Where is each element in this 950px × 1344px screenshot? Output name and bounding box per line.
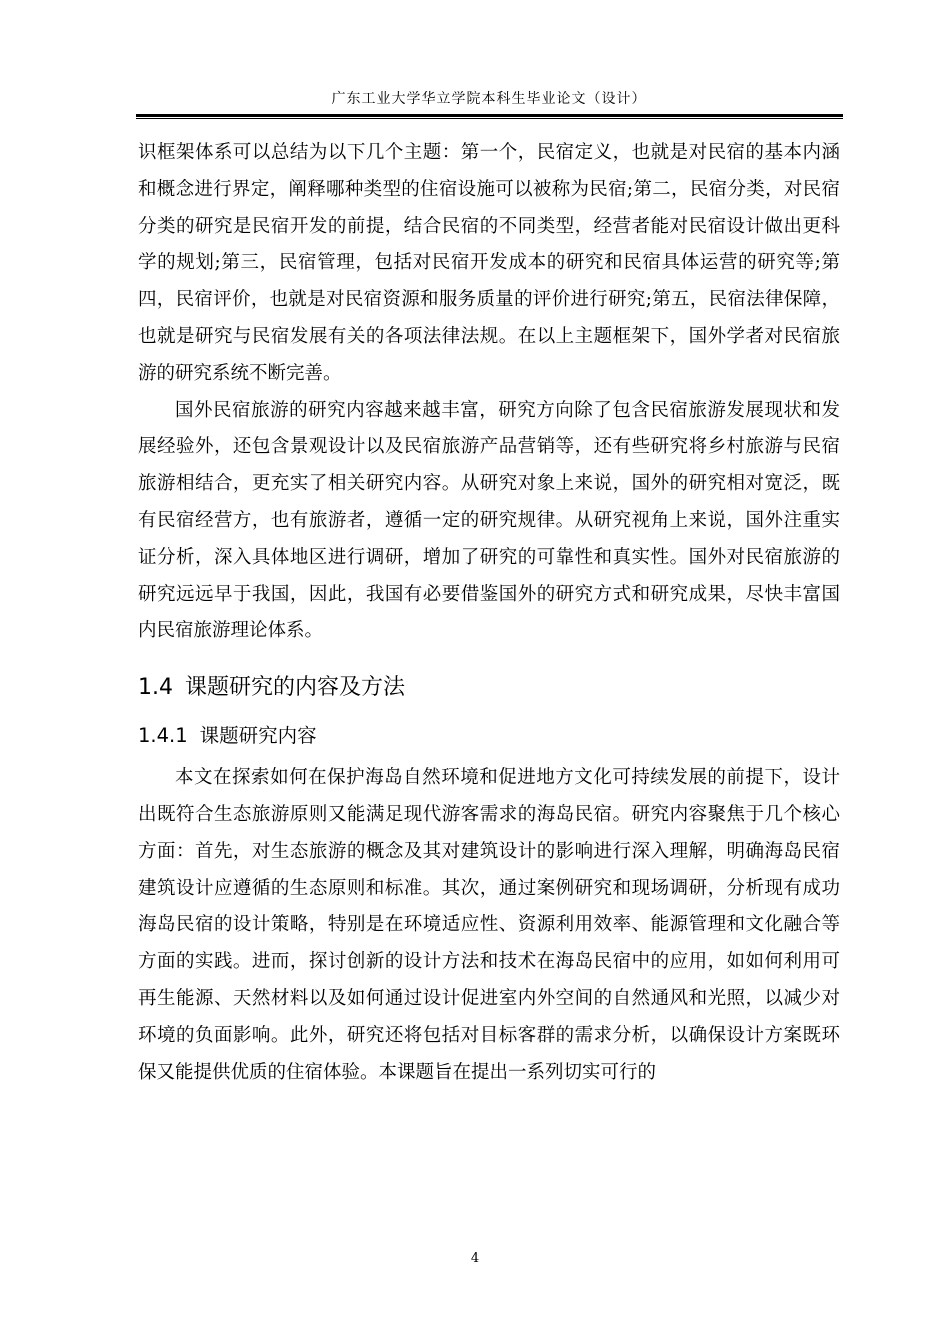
subsection-title: 课题研究内容 [199, 724, 317, 748]
section-heading [138, 668, 840, 708]
section-title: 课题研究的内容及方法 [185, 675, 406, 701]
page-body [138, 135, 840, 1091]
paragraph-foreign-research: 国外民宿旅游的研究内容越来越丰富，研究方向除了包含民宿旅游发展现状和发展经验外，还包含景观设计以及民宿旅游产品营销等，还有些研究将乡村旅游与民宿旅游相结合，更充实了相关研究内容。从研究对象上来说，国外的研究相对宽泛，既有民宿经营方，也有旅游者，遵循一定的研究规律。从研究视角上来说，国外注重实证分析，深入具体地区进行调研，增加了研究的可靠性和真实性。国外对民宿旅游的研究远远早于我国，因此，我国有必要借鉴国外的研究方式和研究成果，尽快丰富国内民宿旅游理论体系。 [138, 399, 840, 642]
page-number: 4 [470, 1251, 480, 1266]
paragraph-continued: 识框架体系可以总结为以下几个主题：第一个，民宿定义，也就是对民宿的基本内涵和概念进行界定，阐释哪种类型的住宿设施可以被称为民宿;第二，民宿分类，对民宿分类的研究是民宿开发的前提，结合民宿的不同类型，经营者能对民宿设计做出更科学的规划;第三，民宿管理，包括对民宿开发成本的研究和民宿具体运营的研究等;第四，民宿评价，也就是对民宿资源和服务质量的评价进行研究;第五，民宿法律保障，也就是研究与民宿发展有关的各项法律法规。在以上主题框架下，国外学者对民宿旅游的研究系统不断完善。 [138, 142, 840, 384]
paragraph-research-content: 本文在探索如何在保护海岛自然环境和促进地方文化可持续发展的前提下，设计出既符合生态旅游原则又能满足现代游客需求的海岛民宿。研究内容聚焦于几个核心方面：首先，对生态旅游的概念及其对建筑设计的影响进行深入理解，明确海岛民宿建筑设计应遵循的生态原则和标准。其次，通过案例研究和现场调研，分析现有成功海岛民宿的设计策略，特别是在环境适应性、资源利用效率、能源管理和文化融合等方面的实践。进而，探讨创新的设计方法和技术在海岛民宿中的应用，如如何利用可再生能源、天然材料以及如何通过设计促进室内外空间的自然通风和光照，以减少对环境的负面影响。此外，研究还将包括对目标客群的需求分析，以确保设计方案既环保又能提供优质的住宿体验。本课题旨在提出一系列切实可行的 [138, 767, 840, 1083]
section-number: 1.4 [138, 675, 173, 701]
subsection-number: 1.4.1 [138, 724, 188, 748]
running-header: 广东工业大学华立学院本科生毕业论文（设计） [331, 91, 647, 107]
subsection-heading [138, 716, 840, 756]
header-rule [136, 114, 843, 119]
